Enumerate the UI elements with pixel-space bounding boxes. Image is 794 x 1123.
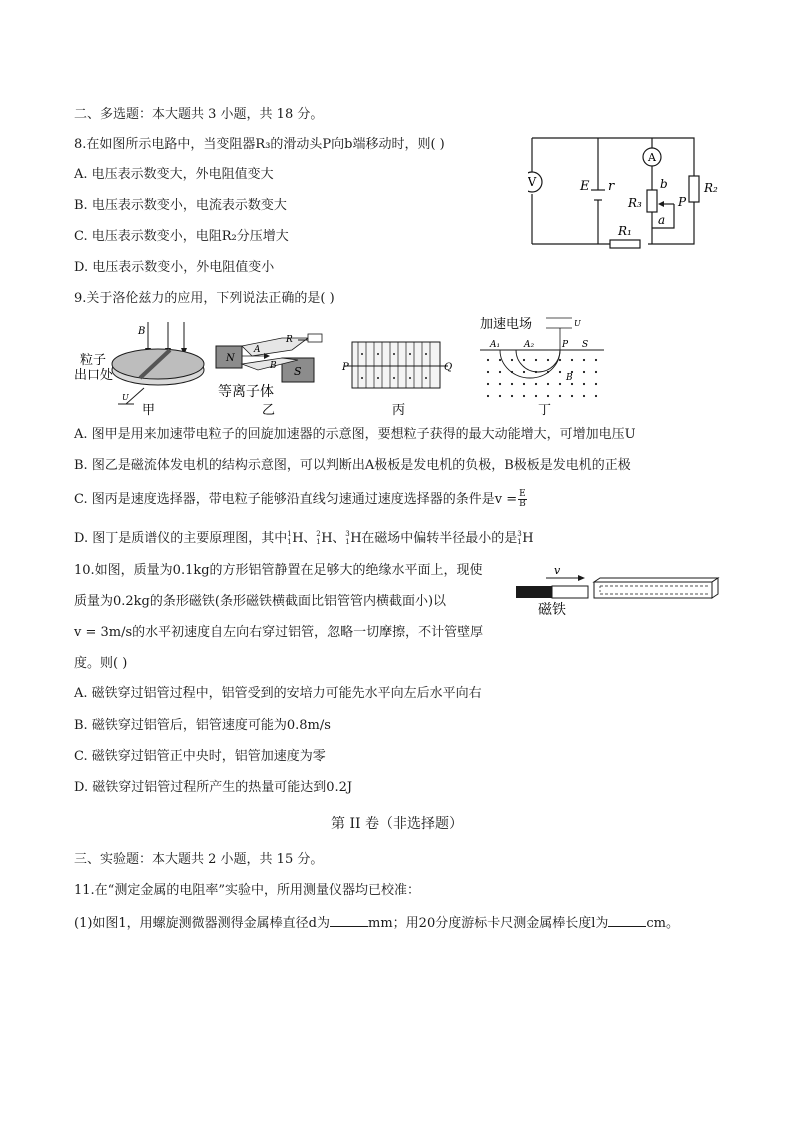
selector-q-label: Q: [444, 362, 453, 373]
option-c: C. 电压表示数变小，电阻R₂分压增大: [74, 229, 289, 244]
option-d: D. 电压表示数变小，外电阻值变小: [74, 260, 275, 275]
isotope-h2: [316, 531, 332, 547]
cyclotron-figure: [74, 318, 208, 416]
cyclotron-label-1: 粒子: [80, 353, 107, 368]
atomic-number: 1: [287, 537, 292, 546]
separator: 、: [303, 531, 317, 546]
option-a: A. 电压表示数变大，外电阻值变大: [74, 167, 274, 182]
circuit-diagram: [528, 132, 724, 252]
field-b-label: B: [566, 373, 573, 383]
atomic-number: 1: [517, 537, 522, 546]
figure-caption-yi: 乙: [262, 403, 276, 416]
end-a-label: a: [658, 213, 666, 227]
mass-number: 2: [316, 529, 321, 538]
atomic-number: 1: [316, 537, 321, 546]
figure-caption-bing: 丙: [392, 403, 406, 416]
question-stem: 9.关于洛伦兹力的应用，下列说法正确的是( ): [74, 291, 335, 306]
option-b: B. 磁铁穿过铝管后，铝管速度可能为0.8m/s: [74, 718, 331, 733]
point-a1-label: A₁: [490, 340, 501, 350]
figure-caption-ding: 丁: [538, 403, 552, 416]
section-heading: 三、实验题：本大题共 2 小题，共 15 分。: [74, 852, 324, 867]
plate-a-label: A: [254, 345, 261, 355]
question-stem: 11.在“测定金属的电阻率”实验中，所用测量仪器均已校准：: [74, 883, 420, 898]
point-p-label: P: [562, 340, 569, 350]
emf-label: E: [580, 179, 590, 194]
resistor-r-label: R: [286, 335, 293, 345]
sub-question-1-part-a: (1)如图1，用螺旋测微器测得金属棒直径d为: [74, 916, 331, 931]
fraction-denominator: B: [519, 499, 526, 509]
sub-question-1: [74, 914, 679, 933]
option-a: A. 图甲是用来加速带电粒子的回旋加速器的示意图，要想粒子获得的最大动能增大，可增加电压U: [74, 427, 636, 442]
selector-p-label: P: [342, 362, 349, 373]
question-stem-line-3: v = 3m/s的水平初速度自左向右穿过铝管，忽略一切摩擦，不计管壁厚: [74, 625, 484, 640]
velocity-v-label: v: [554, 564, 561, 577]
internal-resistance-label: r: [608, 179, 615, 194]
sub-question-1-part-b: mm；用20分度游标卡尺测金属棒长度l为: [368, 916, 609, 931]
element-symbol: H: [350, 530, 362, 546]
fraction-numerator: E: [519, 489, 526, 499]
magnet-label: 磁铁: [538, 602, 566, 618]
option-c: [74, 490, 528, 509]
mass-number: 3: [345, 529, 350, 538]
option-a: A. 磁铁穿过铝管过程中，铝管受到的安培力可能先水平向左后水平向右: [74, 686, 482, 701]
option-d: D. 磁铁穿过铝管过程所产生的热量可能达到0.2J: [74, 780, 353, 795]
isotope-h1: [287, 531, 303, 547]
separator: 、: [332, 531, 346, 546]
option-d: [74, 530, 533, 548]
mass-number: 1: [287, 529, 292, 538]
magnet-tube-figure: [512, 564, 726, 620]
mass-number: 3: [517, 529, 522, 538]
mass-spectrometer-figure: [476, 314, 616, 416]
point-a2-label: A₂: [524, 340, 535, 350]
figure-caption-jia: 甲: [142, 403, 156, 416]
voltmeter-label: V: [528, 175, 537, 189]
mhd-generator-figure: [212, 328, 326, 416]
element-symbol: H: [321, 530, 333, 546]
voltage-u-label: U: [574, 319, 581, 328]
answer-blank-length[interactable]: [608, 914, 646, 927]
section-heading: 二、多选题：本大题共 3 小题，共 18 分。: [74, 107, 324, 122]
sub-question-1-part-c: cm。: [646, 916, 679, 931]
option-c: C. 磁铁穿过铝管正中央时，铝管加速度为零: [74, 749, 326, 764]
cyclotron-b-label: B: [138, 326, 146, 337]
e-over-b-fraction: [518, 490, 527, 509]
isotope-h3-answer: [517, 531, 533, 547]
option-b: B. 图乙是磁流体发电机的结构示意图，可以判断出A极板是发电机的负极，B极板是发电机的正极: [74, 458, 631, 473]
option-b: B. 电压表示数变小，电流表示数变大: [74, 198, 287, 213]
question-stem-line-4: 度。则( ): [74, 656, 128, 671]
option-c-text: C. 图丙是速度选择器，带电粒子能够沿直线匀速通过速度选择器的条件是v =: [74, 492, 518, 507]
question-stem: 8.在如图所示电路中，当变阻器R₃的滑动头P向b端移动时，则( ): [74, 137, 445, 152]
ammeter-label: A: [648, 151, 656, 164]
velocity-selector-figure: [340, 338, 460, 416]
element-symbol: H: [522, 530, 534, 546]
end-b-label: b: [660, 177, 668, 191]
element-symbol: H: [292, 530, 304, 546]
atomic-number: 1: [345, 537, 350, 546]
option-d-tail: 在磁场中偏转半径最小的是: [361, 531, 518, 546]
option-d-text: D. 图丁是质谱仪的主要原理图，其中: [74, 531, 288, 546]
plasma-label: 等离子体: [218, 384, 274, 400]
cyclotron-label-2: 出口处: [74, 368, 114, 383]
slider-label: P: [678, 195, 687, 209]
answer-blank-diameter[interactable]: [330, 914, 368, 927]
r1-label: R₁: [618, 224, 632, 238]
r2-label: R₂: [704, 181, 718, 195]
question-stem-line-1: 10.如图，质量为0.1kg的方形铝管静置在足够大的绝缘水平面上，现使: [74, 563, 483, 578]
magnet-n-label: N: [226, 353, 235, 364]
part-title: 第 II 卷（非选择题）: [331, 816, 463, 832]
cyclotron-u-label: U: [122, 393, 129, 402]
magnet-s-label: S: [294, 365, 302, 378]
question-stem-line-2: 质量为0.2kg的条形磁铁(条形磁铁横截面比铝管管内横截面小)以: [74, 594, 447, 609]
r3-label: R₃: [628, 196, 642, 210]
isotope-h3: [345, 531, 361, 547]
accelerating-field-label: 加速电场: [480, 317, 533, 332]
point-s-label: S: [582, 340, 589, 350]
plate-b-label: B: [270, 361, 277, 371]
